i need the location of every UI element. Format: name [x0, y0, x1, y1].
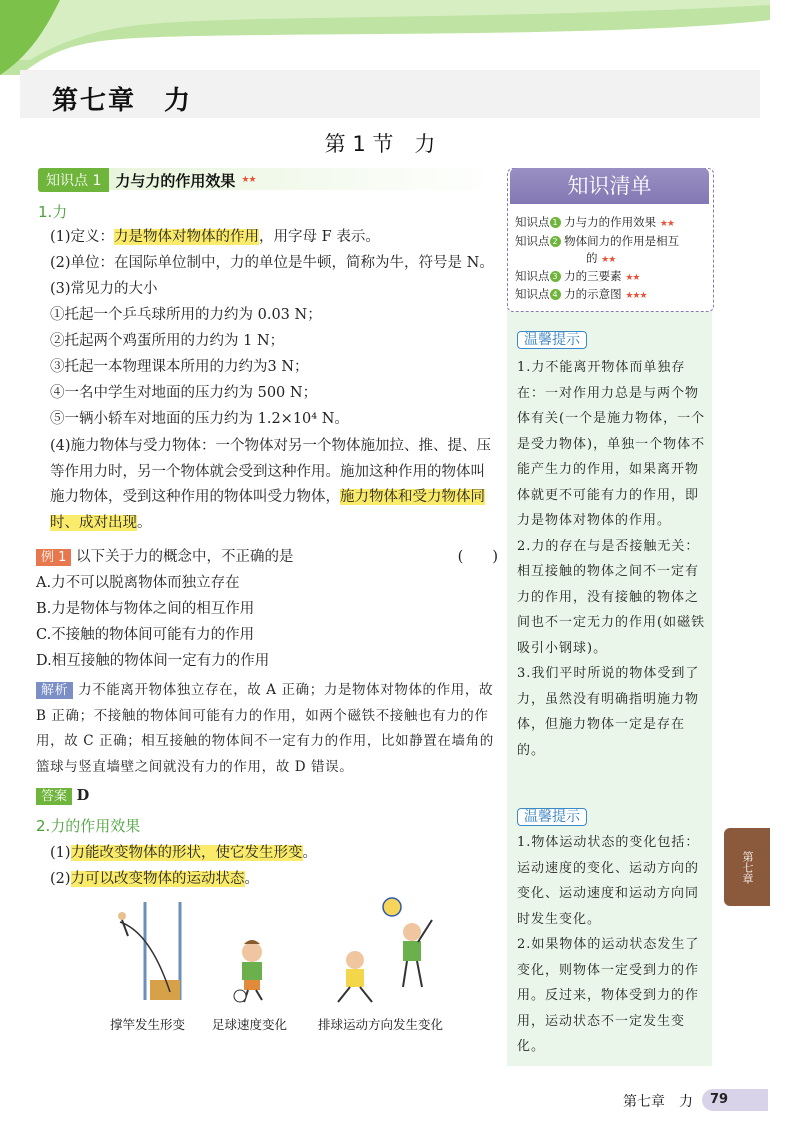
analysis-paragraph: 解析 力不能离开物体独立存在，故 A 正确；力是物体对物体的作用，故 B 正确；不接触的物体间可能有力的作用，如两个磁铁不接触也有力的作用，故 C 正确；相互接触的物体间不一定有力的作用，比如静置在墙角的篮球与竖直墙壁之间就没有力的作用，故 D 错误。	[36, 682, 494, 775]
example-force-2: ②托起两个鸡蛋所用的力约为 1 N；	[50, 333, 285, 349]
pole-vault-illustration	[118, 902, 180, 1000]
effect-2: (2)力可以改变物体的运动状态。	[50, 871, 260, 887]
checklist-item-2-cont: 的 ★★	[586, 251, 616, 265]
agent-highlight: 施力物体和受力物体同时、成对出现	[50, 489, 485, 531]
option-b: B.力是物体与物体之间的相互作用	[36, 601, 255, 617]
page-number: 79	[702, 1089, 768, 1111]
tip-title-1: 温馨提示	[517, 331, 587, 349]
tip1-item-3: 3.我们平时所说的物体受到了力，虽然没有明确指明施力物体，但施力物体一定是存在的。	[517, 666, 700, 758]
checklist-item-4: 知识点 4 力的示意图 ★★★	[515, 287, 647, 301]
analysis-tag: 解析	[36, 682, 73, 699]
caption-volleyball: 排球运动方向发生变化	[318, 1017, 444, 1032]
answer-value: D	[76, 787, 90, 804]
checklist-item-1: 知识点 1 力与力的作用效果 ★★	[515, 215, 674, 229]
tip-header-2	[517, 806, 587, 826]
tip-list-2	[517, 830, 707, 1060]
volleyball-illustration	[338, 898, 432, 1002]
checklist-item-3: 知识点 3 力的三要素 ★★	[515, 269, 640, 283]
example-force-5: ⑤一辆小轿车对地面的压力约为 1.2×10⁴ N。	[50, 411, 349, 427]
option-d: D.相互接触的物体间一定有力的作用	[36, 653, 270, 669]
checklist-title: 知识清单	[510, 168, 709, 204]
soccer-illustration	[234, 940, 262, 1002]
example-force-3: ③托起一本物理课本所用的力约为3 N；	[50, 359, 309, 375]
knowledge-point-header	[38, 168, 256, 192]
tip1-item-1: 1.力不能离开物体而单独存在：一对作用力总是与两个物体有关(一个是施力物体，一个是受力物体)，单独一个物体不能产生力的作用，如果离开物体就更不可能有力的作用，即力是物体对物体的作用。	[517, 360, 706, 528]
definition-line: (1)定义：力是物体对物体的作用，用字母 F 表示。	[50, 229, 380, 245]
section-heading-effect: 2.力的作用效果	[36, 817, 141, 835]
unit-line: (2)单位：在国际单位制中，力的单位是牛顿，简称为牛，符号是 N。	[50, 255, 494, 271]
tip-title-2: 温馨提示	[517, 808, 587, 826]
example-force-1: ①托起一个乒乓球所用的力约为 0.03 N；	[50, 307, 322, 323]
footer-chapter: 第七章 力	[623, 1094, 693, 1110]
checklist-item-2: 知识点 2 物体间力的作用是相互	[515, 234, 680, 248]
kp-stars: ★★	[241, 175, 256, 185]
tip1-item-2: 2.力的存在与是否接触无关：相互接触的物体之间不一定有力的作用，没有接触的物体之间也不一定无力的作用(如磁铁吸引小钢球)。	[517, 538, 706, 656]
caption-pole: 撑竿发生形变	[110, 1017, 186, 1032]
common-force-heading: (3)常见力的大小	[50, 281, 158, 297]
definition-highlight: 力是物体对物体的作用	[114, 229, 260, 245]
effect-1: (1)力能改变物体的形状，使它发生形变。	[50, 845, 318, 861]
agent-paragraph: (4)施力物体与受力物体：一个物体对另一个物体施加拉、推、提、压等作用力时，另一个物体就会受到这种作用。施加这种作用的物体叫施力物体，受到这种作用的物体叫受力物体，施力物体和受力物体同时、成对出现。	[50, 438, 492, 531]
example-tag: 例 1	[36, 549, 71, 566]
example-force-4: ④一名中学生对地面的压力约为 500 N；	[50, 385, 318, 401]
tip-list-1	[517, 355, 707, 763]
section-heading-force: 1.力	[38, 203, 68, 221]
answer-tag: 答案	[36, 788, 72, 805]
caption-soccer: 足球速度变化	[212, 1017, 288, 1032]
kp-title: 力与力的作用效果	[115, 171, 236, 190]
option-c: C.不接触的物体间可能有力的作用	[36, 627, 255, 643]
tip2-item-1: 1.物体运动状态的变化包括：运动速度的变化、运动方向的变化、运动速度和运动方向同时发生变化。	[517, 835, 700, 927]
option-a: A.力不可以脱离物体而独立存在	[36, 575, 240, 591]
answer-line	[36, 787, 89, 806]
answer-bracket: ( )	[457, 549, 498, 565]
tip-header-1	[517, 329, 587, 349]
illustrations	[100, 892, 460, 1012]
section-title: 第 1 节 力	[324, 132, 436, 156]
chapter-title: 第七章 力	[52, 86, 193, 116]
example-question: 例 1 以下关于力的概念中，不正确的是 ( )	[36, 548, 498, 567]
kp-tag: 知识点 1	[38, 168, 109, 192]
chapter-side-tab: 第七章	[724, 828, 770, 906]
tip2-item-2: 2.如果物体的运动状态发生了变化，则物体一定受到力的作用。反过来，物体受到力的作用，运动状态不一定发生变化。	[517, 937, 700, 1054]
